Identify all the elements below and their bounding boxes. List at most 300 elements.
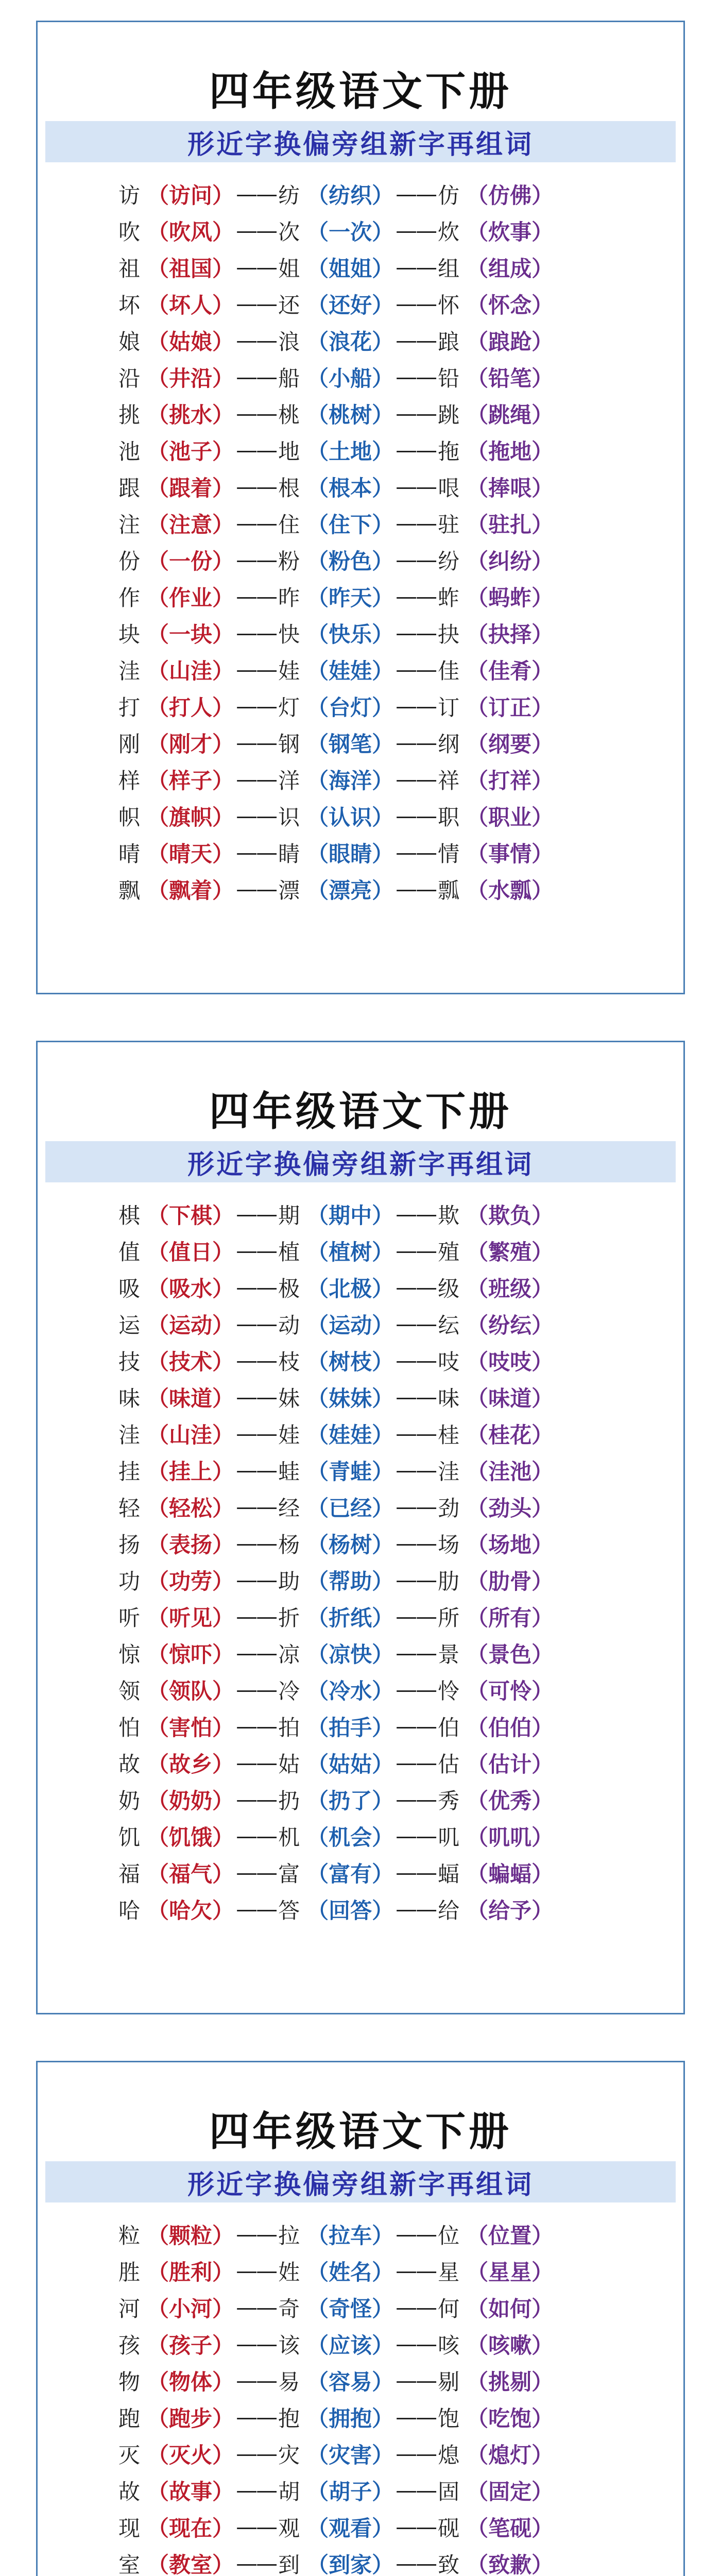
dash-separator: —— bbox=[396, 2551, 436, 2576]
new-word-1-text: 帮助 bbox=[329, 1568, 372, 1594]
dash-separator: —— bbox=[396, 620, 436, 646]
new-word-2-text: 伯伯 bbox=[488, 1715, 532, 1740]
new-word-1-text: 回答 bbox=[329, 1897, 372, 1923]
new-word-2-text: 星星 bbox=[488, 2259, 532, 2285]
dash-separator: —— bbox=[236, 291, 277, 316]
base-char: 作 bbox=[118, 585, 141, 611]
new-word-1-text: 桃树 bbox=[329, 402, 372, 428]
new-word-2-text: 抉择 bbox=[488, 621, 532, 647]
new-word-1-text: 已经 bbox=[329, 1495, 372, 1521]
new-word-2-text: 驻扎 bbox=[488, 512, 532, 537]
base-char: 洼 bbox=[118, 658, 141, 684]
word-row bbox=[118, 651, 603, 688]
new-word-1-text: 眼睛 bbox=[329, 841, 372, 867]
new-char-1: 纺 bbox=[278, 182, 300, 208]
new-word-2-text: 景色 bbox=[488, 1641, 532, 1667]
base-word-text: 祖国 bbox=[169, 256, 213, 281]
new-word-1-text: 拉车 bbox=[329, 2223, 372, 2248]
word-row bbox=[118, 1306, 603, 1342]
base-word: （灭火） bbox=[147, 2442, 234, 2468]
word-row bbox=[118, 1671, 603, 1708]
new-word-2-text: 吱吱 bbox=[488, 1349, 532, 1375]
base-word-text: 飘着 bbox=[169, 877, 213, 903]
new-char-1: 动 bbox=[278, 1312, 300, 1338]
base-word: （胜利） bbox=[147, 2259, 234, 2285]
base-word: （功劳） bbox=[147, 1568, 234, 1594]
dash-separator: —— bbox=[236, 1750, 277, 1775]
new-char-2: 怀 bbox=[438, 292, 460, 318]
new-word-1: （富有） bbox=[307, 1861, 394, 1887]
new-word-1: （姑姑） bbox=[307, 1751, 394, 1777]
base-word-text: 挂上 bbox=[169, 1459, 213, 1484]
word-row bbox=[118, 1342, 603, 1379]
new-char-1: 娃 bbox=[278, 1422, 300, 1448]
new-word-1-text: 杨树 bbox=[329, 1532, 372, 1557]
dash-separator: —— bbox=[396, 255, 436, 280]
dash-separator: —— bbox=[396, 401, 436, 426]
word-row bbox=[118, 724, 603, 761]
new-word-1-text: 土地 bbox=[329, 438, 372, 464]
new-char-1: 粉 bbox=[278, 548, 300, 574]
base-char: 轻 bbox=[118, 1495, 141, 1521]
new-word-1-text: 还好 bbox=[329, 292, 372, 318]
new-word-2-text: 固定 bbox=[488, 2479, 532, 2504]
base-char: 运 bbox=[118, 1312, 141, 1338]
new-char-1: 船 bbox=[278, 365, 300, 391]
base-word-text: 功劳 bbox=[169, 1568, 213, 1594]
new-char-1: 易 bbox=[278, 2369, 300, 2395]
new-word-2: （笔砚） bbox=[467, 2515, 554, 2541]
dash-separator: —— bbox=[236, 1275, 277, 1300]
new-word-2-text: 咳嗽 bbox=[488, 2332, 532, 2358]
new-word-1: （回答） bbox=[307, 1897, 394, 1923]
new-word-2: （炊事） bbox=[467, 219, 554, 245]
dash-separator: —— bbox=[396, 1787, 436, 1812]
new-char-1: 住 bbox=[278, 512, 300, 537]
base-word-text: 山洼 bbox=[169, 658, 213, 684]
dash-separator: —— bbox=[236, 1787, 277, 1812]
new-word-1-text: 到家 bbox=[329, 2552, 372, 2576]
new-word-2: （位置） bbox=[467, 2223, 554, 2248]
base-char: 奶 bbox=[118, 1788, 141, 1814]
base-word-text: 颗粒 bbox=[169, 2223, 213, 2248]
new-word-2-text: 桂花 bbox=[488, 1422, 532, 1448]
dash-separator: —— bbox=[396, 767, 436, 792]
base-word-text: 技术 bbox=[169, 1349, 213, 1375]
new-word-2: （纲要） bbox=[467, 731, 554, 757]
new-word-1: （杨树） bbox=[307, 1532, 394, 1557]
new-char-2: 祥 bbox=[438, 768, 460, 793]
new-word-2: （铅笔） bbox=[467, 365, 554, 391]
dash-separator: —— bbox=[236, 1823, 277, 1849]
new-word-2: （吱吱） bbox=[467, 1349, 554, 1375]
new-char-1: 次 bbox=[278, 219, 300, 245]
new-word-1-text: 应该 bbox=[329, 2332, 372, 2358]
base-word-text: 物体 bbox=[169, 2369, 213, 2395]
new-word-1: （灾害） bbox=[307, 2442, 394, 2468]
word-row bbox=[118, 2435, 603, 2472]
new-word-2-text: 拖地 bbox=[488, 438, 532, 464]
new-word-1: （机会） bbox=[307, 1824, 394, 1850]
base-char: 飘 bbox=[118, 877, 141, 903]
new-word-1-text: 台灯 bbox=[329, 694, 372, 720]
base-word-text: 一份 bbox=[169, 548, 213, 574]
dash-separator: —— bbox=[396, 1677, 436, 1702]
new-word-2-text: 佳肴 bbox=[488, 658, 532, 684]
base-word: （坏人） bbox=[147, 292, 234, 318]
new-char-1: 该 bbox=[278, 2332, 300, 2358]
dash-separator: —— bbox=[396, 2441, 436, 2466]
dash-separator: —— bbox=[396, 1567, 436, 1592]
dash-separator: —— bbox=[396, 547, 436, 572]
base-word-text: 表扬 bbox=[169, 1532, 213, 1557]
new-word-2: （给予） bbox=[467, 1897, 554, 1923]
base-word-text: 运动 bbox=[169, 1312, 213, 1338]
base-word-text: 一块 bbox=[169, 621, 213, 647]
dash-separator: —— bbox=[236, 730, 277, 755]
new-char-1: 拍 bbox=[278, 1715, 300, 1740]
base-word: （晴天） bbox=[147, 841, 234, 867]
new-word-2: （挑剔） bbox=[467, 2369, 554, 2395]
base-word: （领队） bbox=[147, 1678, 234, 1704]
new-word-1: （浪花） bbox=[307, 329, 394, 354]
base-word-text: 注意 bbox=[169, 512, 213, 537]
word-row bbox=[118, 1452, 603, 1488]
new-word-2: （佳肴） bbox=[467, 658, 554, 684]
dash-separator: —— bbox=[236, 1567, 277, 1592]
new-char-2: 佳 bbox=[438, 658, 460, 684]
base-char: 沿 bbox=[118, 365, 141, 391]
base-char: 听 bbox=[118, 1605, 141, 1631]
new-word-2: （纷纭） bbox=[467, 1312, 554, 1338]
new-word-2: （纠纷） bbox=[467, 548, 554, 574]
dash-separator: —— bbox=[396, 1238, 436, 1263]
base-char: 灭 bbox=[118, 2442, 141, 2468]
word-row bbox=[118, 1525, 603, 1562]
dash-separator: —— bbox=[236, 620, 277, 646]
dash-separator: —— bbox=[396, 437, 436, 463]
word-row bbox=[118, 1488, 603, 1525]
base-char: 饥 bbox=[118, 1824, 141, 1850]
new-char-2: 纭 bbox=[438, 1312, 460, 1338]
base-char: 怕 bbox=[118, 1715, 141, 1740]
new-char-1: 到 bbox=[278, 2552, 300, 2576]
new-char-2: 致 bbox=[438, 2552, 460, 2576]
new-word-1: （观看） bbox=[307, 2515, 394, 2541]
base-word: （故乡） bbox=[147, 1751, 234, 1777]
dash-separator: —— bbox=[396, 474, 436, 499]
base-char: 块 bbox=[118, 621, 141, 647]
dash-separator: —— bbox=[236, 2441, 277, 2466]
base-word: （作业） bbox=[147, 585, 234, 611]
base-char: 粒 bbox=[118, 2223, 141, 2248]
dash-separator: —— bbox=[396, 1458, 436, 1483]
base-word-text: 领队 bbox=[169, 1678, 213, 1704]
base-word: （注意） bbox=[147, 512, 234, 537]
new-char-2: 洼 bbox=[438, 1459, 460, 1484]
new-word-2-text: 欺负 bbox=[488, 1202, 532, 1228]
card-subtitle-banner: 形近字换偏旁组新字再组词 bbox=[45, 2161, 676, 2202]
dash-separator: —— bbox=[236, 2368, 277, 2393]
dash-separator: —— bbox=[236, 1860, 277, 1885]
card-subtitle-banner: 形近字换偏旁组新字再组词 bbox=[45, 121, 676, 162]
dash-separator: —— bbox=[396, 1311, 436, 1336]
base-char: 挂 bbox=[118, 1459, 141, 1484]
new-word-2: （打祥） bbox=[467, 768, 554, 793]
word-row bbox=[118, 1854, 603, 1891]
new-word-2-text: 可怜 bbox=[488, 1678, 532, 1704]
new-char-1: 枝 bbox=[278, 1349, 300, 1375]
base-char: 扬 bbox=[118, 1532, 141, 1557]
base-word: （旗帜） bbox=[147, 804, 234, 830]
dash-separator: —— bbox=[236, 364, 277, 389]
new-char-2: 何 bbox=[438, 2296, 460, 2321]
new-word-1: （应该） bbox=[307, 2332, 394, 2358]
dash-separator: —— bbox=[236, 693, 277, 719]
new-word-2: （欺负） bbox=[467, 1202, 554, 1228]
base-word-text: 旗帜 bbox=[169, 804, 213, 830]
word-row bbox=[118, 1415, 603, 1452]
word-row bbox=[118, 505, 603, 541]
dash-separator: —— bbox=[236, 2331, 277, 2357]
new-word-2: （繁殖） bbox=[467, 1239, 554, 1265]
new-word-1-text: 一次 bbox=[329, 219, 372, 245]
word-row bbox=[118, 871, 603, 907]
new-char-2: 职 bbox=[438, 804, 460, 830]
base-word-text: 福气 bbox=[169, 1861, 213, 1887]
new-word-1: （姐姐） bbox=[307, 256, 394, 281]
base-char: 刚 bbox=[118, 731, 141, 757]
worksheet-card bbox=[36, 1041, 685, 2014]
new-char-2: 星 bbox=[438, 2259, 460, 2285]
new-char-1: 扔 bbox=[278, 1788, 300, 1814]
new-char-1: 地 bbox=[278, 438, 300, 464]
new-word-2-text: 铅笔 bbox=[488, 365, 532, 391]
new-word-1-text: 北极 bbox=[329, 1276, 372, 1301]
dash-separator: —— bbox=[396, 2258, 436, 2283]
new-word-1: （树枝） bbox=[307, 1349, 394, 1375]
new-word-1: （钢笔） bbox=[307, 731, 394, 757]
new-word-2-text: 水瓢 bbox=[488, 877, 532, 903]
dash-separator: —— bbox=[396, 2514, 436, 2539]
new-word-2: （优秀） bbox=[467, 1788, 554, 1814]
new-char-2: 欺 bbox=[438, 1202, 460, 1228]
new-word-2-text: 订正 bbox=[488, 694, 532, 720]
base-word-text: 孩子 bbox=[169, 2332, 213, 2358]
new-word-2-text: 纠纷 bbox=[488, 548, 532, 574]
base-word: （一份） bbox=[147, 548, 234, 574]
new-word-1: （容易） bbox=[307, 2369, 394, 2395]
dash-separator: —— bbox=[396, 181, 436, 207]
base-word: （福气） bbox=[147, 1861, 234, 1887]
new-word-1-text: 机会 bbox=[329, 1824, 372, 1850]
dash-separator: —— bbox=[396, 2478, 436, 2503]
new-char-1: 快 bbox=[278, 621, 300, 647]
base-word: （刚才） bbox=[147, 731, 234, 757]
base-word-text: 奶奶 bbox=[169, 1788, 213, 1814]
base-word-text: 灭火 bbox=[169, 2442, 213, 2468]
base-word-text: 教室 bbox=[169, 2552, 213, 2576]
dash-separator: —— bbox=[236, 1531, 277, 1556]
new-word-2: （劲头） bbox=[467, 1495, 554, 1521]
new-word-2: （熄灯） bbox=[467, 2442, 554, 2468]
dash-separator: —— bbox=[396, 1494, 436, 1519]
new-char-1: 凉 bbox=[278, 1641, 300, 1667]
base-char: 功 bbox=[118, 1568, 141, 1594]
new-word-1: （纺织） bbox=[307, 182, 394, 208]
dash-separator: —— bbox=[396, 1348, 436, 1373]
new-word-2-text: 所有 bbox=[488, 1605, 532, 1631]
base-word-text: 山洼 bbox=[169, 1422, 213, 1448]
new-char-1: 根 bbox=[278, 475, 300, 501]
dash-separator: —— bbox=[236, 840, 277, 865]
dash-separator: —— bbox=[396, 584, 436, 609]
new-char-1: 浪 bbox=[278, 329, 300, 354]
dash-separator: —— bbox=[396, 1896, 436, 1922]
new-word-2-text: 仿佛 bbox=[488, 182, 532, 208]
base-char: 哈 bbox=[118, 1897, 141, 1923]
new-word-1-text: 折纸 bbox=[329, 1605, 372, 1631]
new-word-1: （拥抱） bbox=[307, 2405, 394, 2431]
base-word: （飘着） bbox=[147, 877, 234, 903]
new-word-1-text: 扔了 bbox=[329, 1788, 372, 1814]
new-char-2: 所 bbox=[438, 1605, 460, 1631]
new-char-1: 姐 bbox=[278, 256, 300, 281]
base-word-text: 访问 bbox=[169, 182, 213, 208]
new-word-1-text: 海洋 bbox=[329, 768, 372, 793]
new-word-2-text: 肋骨 bbox=[488, 1568, 532, 1594]
dash-separator: —— bbox=[396, 364, 436, 389]
dash-separator: —— bbox=[396, 1823, 436, 1849]
new-char-2: 劲 bbox=[438, 1495, 460, 1521]
dash-separator: —— bbox=[396, 2331, 436, 2357]
new-word-1: （土地） bbox=[307, 438, 394, 464]
base-char: 河 bbox=[118, 2296, 141, 2321]
base-char: 洼 bbox=[118, 1422, 141, 1448]
dash-separator: —— bbox=[396, 1714, 436, 1739]
word-row bbox=[118, 1744, 603, 1781]
new-word-1-text: 认识 bbox=[329, 804, 372, 830]
card-title: 四年级语文下册 bbox=[209, 1088, 512, 1135]
base-word-text: 坏人 bbox=[169, 292, 213, 318]
word-row bbox=[118, 176, 603, 212]
word-row bbox=[118, 432, 603, 468]
new-char-2: 抉 bbox=[438, 621, 460, 647]
new-char-1: 期 bbox=[278, 1202, 300, 1228]
new-word-2: （所有） bbox=[467, 1605, 554, 1631]
new-word-2: （订正） bbox=[467, 694, 554, 720]
new-word-1-text: 植树 bbox=[329, 1239, 372, 1265]
word-row bbox=[118, 578, 603, 615]
base-word-text: 胜利 bbox=[169, 2259, 213, 2285]
base-word-text: 打人 bbox=[169, 694, 213, 720]
new-word-2: （怀念） bbox=[467, 292, 554, 318]
new-word-2: （致歉） bbox=[467, 2548, 553, 2576]
base-word-text: 味道 bbox=[169, 1385, 213, 1411]
new-char-1: 胡 bbox=[278, 2479, 300, 2504]
base-char: 跟 bbox=[118, 475, 141, 501]
base-char: 样 bbox=[118, 768, 141, 793]
base-word: （物体） bbox=[147, 2369, 234, 2395]
new-word-2-text: 繁殖 bbox=[488, 1239, 532, 1265]
new-word-1-text: 娃娃 bbox=[329, 1422, 372, 1448]
base-word: （打人） bbox=[147, 694, 234, 720]
new-char-1: 昨 bbox=[278, 585, 300, 611]
new-char-1: 娃 bbox=[278, 658, 300, 684]
dash-separator: —— bbox=[236, 1201, 277, 1227]
new-char-2: 怜 bbox=[438, 1678, 460, 1704]
base-word: （一块） bbox=[147, 621, 234, 647]
new-word-2-text: 如何 bbox=[488, 2296, 532, 2321]
new-char-2: 级 bbox=[438, 1276, 460, 1301]
dash-separator: —— bbox=[396, 1275, 436, 1300]
card-title: 四年级语文下册 bbox=[209, 2108, 512, 2155]
new-char-1: 植 bbox=[278, 1239, 300, 1265]
word-row bbox=[118, 468, 603, 505]
base-char: 故 bbox=[118, 2479, 141, 2504]
new-char-1: 灯 bbox=[278, 694, 300, 720]
new-word-1: （到家） bbox=[307, 2548, 393, 2576]
word-row bbox=[118, 1635, 603, 1671]
new-char-2: 饱 bbox=[438, 2405, 460, 2431]
base-char: 惊 bbox=[118, 1641, 141, 1667]
dash-separator: —— bbox=[396, 2222, 436, 2247]
base-word: （颗粒） bbox=[147, 2223, 234, 2248]
word-row bbox=[118, 2289, 603, 2326]
new-word-2-text: 给予 bbox=[488, 1897, 532, 1923]
base-word-text: 姑娘 bbox=[169, 329, 213, 354]
base-word: （跟着） bbox=[147, 475, 234, 501]
new-word-1-text: 浪花 bbox=[329, 329, 372, 354]
dash-separator: —— bbox=[396, 1640, 436, 1666]
dash-separator: —— bbox=[236, 1384, 277, 1410]
new-word-1-text: 姓名 bbox=[329, 2259, 372, 2285]
dash-separator: —— bbox=[236, 1238, 277, 1263]
new-char-1: 还 bbox=[278, 292, 300, 318]
base-word: （技术） bbox=[147, 1349, 234, 1375]
new-word-2-text: 事情 bbox=[488, 841, 532, 867]
dash-separator: —— bbox=[396, 803, 436, 828]
base-char: 吸 bbox=[118, 1276, 141, 1301]
dash-separator: —— bbox=[236, 1896, 277, 1922]
word-row bbox=[118, 688, 603, 724]
base-word-text: 小河 bbox=[169, 2296, 213, 2321]
new-word-2-text: 场地 bbox=[488, 1532, 532, 1557]
dash-separator: —— bbox=[396, 2404, 436, 2430]
new-char-2: 跳 bbox=[438, 402, 460, 428]
base-char: 技 bbox=[118, 1349, 141, 1375]
word-row bbox=[118, 1269, 603, 1306]
dash-separator: —— bbox=[396, 693, 436, 719]
base-word-text: 饥饿 bbox=[169, 1824, 213, 1850]
new-word-1-text: 快乐 bbox=[329, 621, 372, 647]
new-word-1: （胡子） bbox=[307, 2479, 394, 2504]
base-char: 棋 bbox=[118, 1202, 141, 1228]
new-word-1-text: 小船 bbox=[329, 365, 372, 391]
new-char-2: 伯 bbox=[438, 1715, 460, 1740]
new-char-2: 纲 bbox=[438, 731, 460, 757]
base-char: 祖 bbox=[118, 256, 141, 281]
new-word-1: （运动） bbox=[307, 1312, 394, 1338]
new-char-2: 哏 bbox=[438, 475, 460, 501]
new-word-2: （吃饱） bbox=[467, 2405, 554, 2431]
new-word-2: （肋骨） bbox=[467, 1568, 554, 1594]
base-word: （山洼） bbox=[147, 1422, 234, 1448]
base-char: 访 bbox=[118, 182, 141, 208]
dash-separator: —— bbox=[396, 2368, 436, 2393]
dash-separator: —— bbox=[236, 1640, 277, 1666]
new-word-2: （事情） bbox=[467, 841, 554, 867]
